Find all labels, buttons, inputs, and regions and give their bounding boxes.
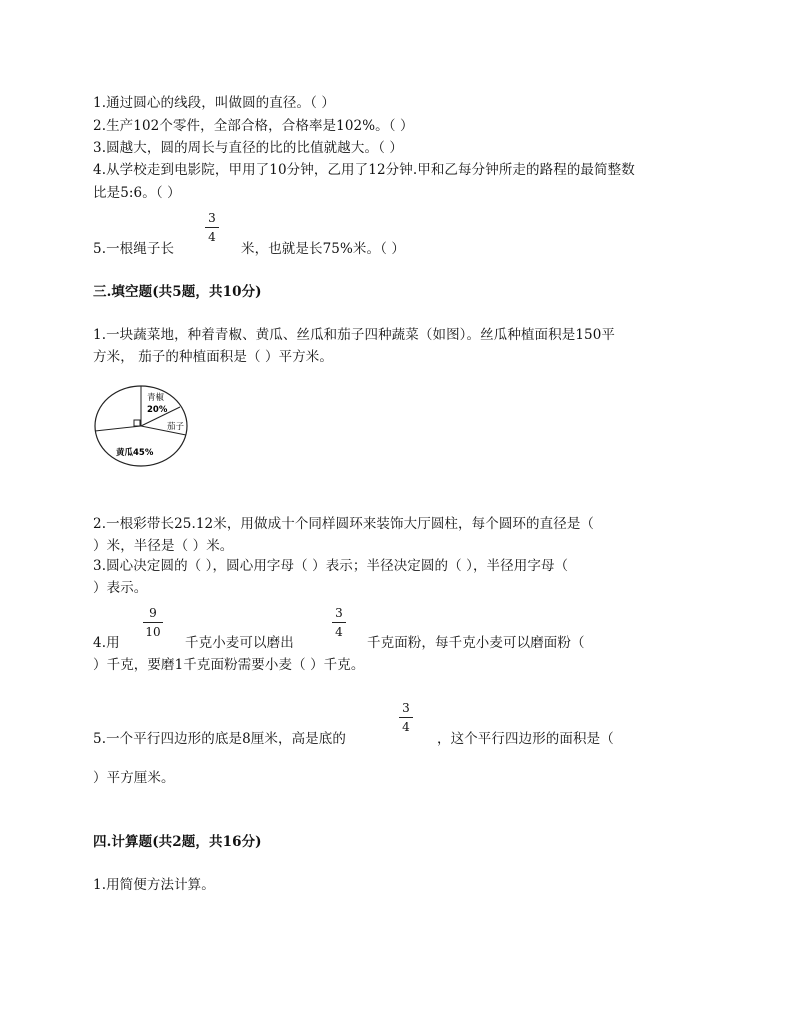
fraction-bar bbox=[399, 717, 413, 718]
section3-heading: 三.填空题(共5题，共10分) bbox=[93, 284, 262, 300]
slice-label-qingjiao: 青椒 bbox=[147, 393, 165, 403]
pie-chart bbox=[94, 385, 194, 467]
fraction-bar bbox=[332, 622, 346, 623]
fraction-bar bbox=[143, 622, 163, 623]
fill-q5-fraction bbox=[399, 701, 413, 734]
slice-label-qiezi: 茄子 bbox=[167, 422, 185, 432]
slice-value-qingjiao: 20% bbox=[147, 405, 168, 415]
fill-q4-pre: 4.用 bbox=[93, 635, 120, 651]
judgment-q5-post: 米，也就是长75%米。（ ） bbox=[241, 241, 405, 257]
fraction-denominator: 4 bbox=[335, 625, 343, 639]
fill-q4-fraction-2 bbox=[332, 606, 346, 639]
fill-q3-line2: ）表示。 bbox=[93, 580, 148, 596]
fill-q4-post: 千克面粉，每千克小麦可以磨面粉（ bbox=[367, 635, 585, 651]
fraction-numerator: 9 bbox=[149, 606, 157, 620]
judgment-q1: 1.通过圆心的线段，叫做圆的直径。（ ） bbox=[93, 95, 335, 111]
fraction-numerator: 3 bbox=[402, 701, 410, 715]
judgment-q4-line1: 4.从学校走到电影院，甲用了10分钟，乙用了12分钟.甲和乙每分钟所走的路程的最简整数 bbox=[93, 162, 635, 178]
fill-q4-mid: 千克小麦可以磨出 bbox=[185, 635, 294, 651]
judgment-q4-line2: 比是5:6。（ ） bbox=[93, 185, 181, 201]
judgment-q5-fraction bbox=[205, 211, 219, 244]
fill-q5-pre: 5.一个平行四边形的底是8厘米，高是底的 bbox=[93, 731, 346, 747]
fill-q3-line1: 3.圆心决定圆的（ ），圆心用字母（ ）表示；半径决定圆的（ ），半径用字母（ bbox=[93, 558, 569, 574]
fill-q5-post: ，这个平行四边形的面积是（ bbox=[437, 731, 614, 747]
fill-q4-fraction-1 bbox=[143, 606, 163, 639]
judgment-q2: 2.生产102个零件，全部合格，合格率是102%。（ ） bbox=[93, 118, 414, 134]
section4-heading: 四.计算题(共2题，共16分) bbox=[93, 834, 262, 850]
fraction-numerator: 3 bbox=[208, 211, 216, 225]
fill-q1-line2: 方米， 茄子的种植面积是（ ）平方米。 bbox=[93, 349, 333, 365]
judgment-q5-pre: 5.一根绳子长 bbox=[93, 241, 175, 257]
fill-q4-line2: ）千克，要磨1千克面粉需要小麦（ ）千克。 bbox=[93, 657, 365, 673]
slice-value-huanggua: 黄瓜45% bbox=[116, 448, 154, 458]
fraction-denominator: 10 bbox=[145, 625, 161, 639]
fraction-denominator: 4 bbox=[402, 720, 410, 734]
fill-q2-line2: ）米，半径是（ ）米。 bbox=[93, 538, 234, 554]
fraction-denominator: 4 bbox=[208, 230, 216, 244]
fill-q1-line1: 1.一块蔬菜地，种着青椒、黄瓜、丝瓜和茄子四种蔬菜（如图）。丝瓜种植面积是150平 bbox=[93, 327, 615, 343]
calc-q1: 1.用简便方法计算。 bbox=[93, 877, 215, 893]
fill-q5-line2: ）平方厘米。 bbox=[93, 770, 175, 786]
judgment-q3: 3.圆越大，圆的周长与直径的比的比值就越大。（ ） bbox=[93, 140, 403, 156]
fraction-numerator: 3 bbox=[335, 606, 343, 620]
fraction-bar bbox=[205, 227, 219, 228]
fill-q2-line1: 2.一根彩带长25.12米，用做成十个同样圆环来装饰大厅圆柱，每个圆环的直径是（ bbox=[93, 516, 595, 532]
